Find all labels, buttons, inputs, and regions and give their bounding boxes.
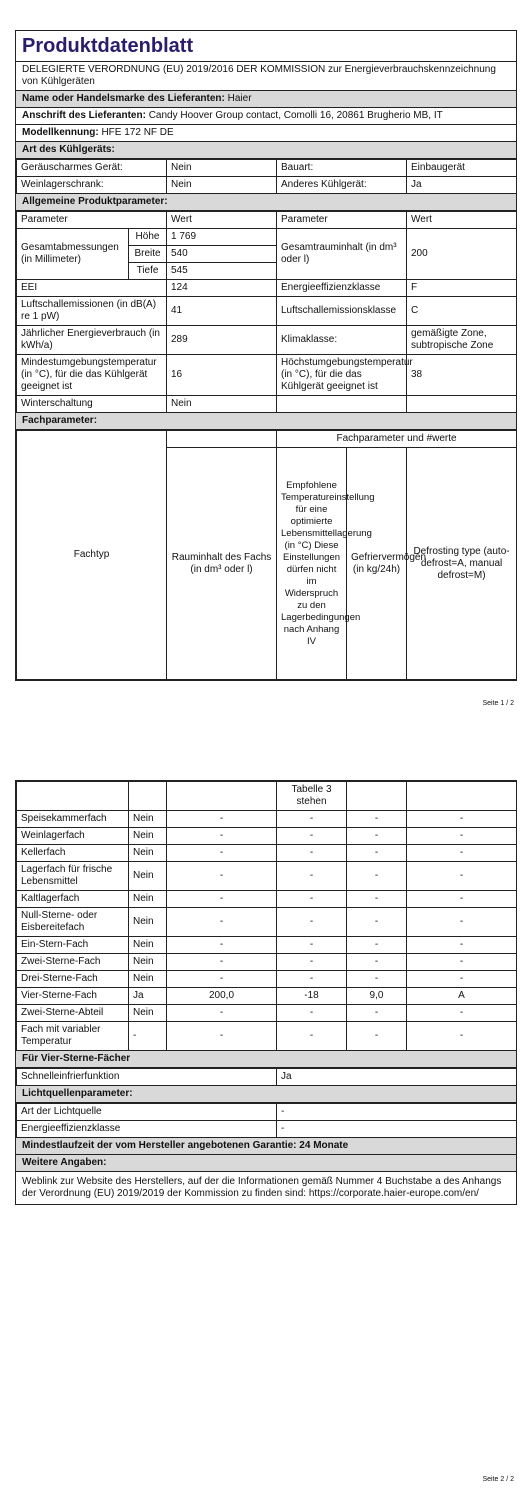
table-row [17, 396, 517, 413]
model-label: Modellkennung: [22, 127, 99, 138]
col-temp-header: Empfohlene Temperatureinstellung für eine optimierte Lebensmittellagerung (in °C) Diese Einstellungen dürfen nicht im Widerspruch zu den Lagerbedingungen nach Anhang IV [277, 448, 347, 680]
param-label: Luftschallemissionen (in dB(A) re 1 pW) [17, 297, 167, 326]
light-table [16, 1103, 517, 1138]
table-row [17, 212, 517, 229]
model-row [16, 125, 516, 142]
compartment-present: Nein [129, 891, 167, 908]
table-row [17, 811, 517, 828]
param-value: 124 [167, 280, 277, 297]
type-label: Anderes Kühlgerät: [277, 177, 407, 194]
compartment-present: - [129, 1022, 167, 1051]
compartment-defrost: - [407, 954, 517, 971]
compartment-defrost: - [407, 811, 517, 828]
page-number: Seite 1 / 2 [482, 700, 514, 707]
quick-freeze-table [16, 1068, 517, 1086]
compartment-present: Nein [129, 1005, 167, 1022]
col-temp-header-cont: Tabelle 3 stehen [277, 782, 347, 811]
supplier-row [16, 91, 516, 108]
table-row [17, 355, 517, 396]
page-number: Seite 2 / 2 [482, 1476, 514, 1483]
table-row [17, 971, 517, 988]
compartment-defrost: - [407, 1022, 517, 1051]
compartment-defrost: - [407, 971, 517, 988]
table-row [17, 908, 517, 937]
table-row [17, 862, 517, 891]
param-value: F [407, 280, 517, 297]
col-freeze-header: Gefriervermögen (in kg/24h) [347, 448, 407, 680]
compartment-freeze: - [347, 1005, 407, 1022]
compartment-temp: - [277, 954, 347, 971]
more-header: Weitere Angaben: [16, 1155, 516, 1172]
param-label: Jährlicher Energieverbrauch (in kWh/a) [17, 326, 167, 355]
compartment-defrost: - [407, 1005, 517, 1022]
light-type-value: - [277, 1104, 517, 1121]
type-value: Einbaugerät [407, 160, 517, 177]
compartment-present: Nein [129, 937, 167, 954]
compartment-present: Nein [129, 971, 167, 988]
light-type-label: Art der Lichtquelle [17, 1104, 277, 1121]
compartment-name: Speisekammerfach [17, 811, 129, 828]
compartment-temp: - [277, 1022, 347, 1051]
compartment-volume: - [167, 954, 277, 971]
dimensions-label: Gesamtabmessungen (in Millimeter) [17, 229, 129, 280]
address-value: Candy Hoover Group contact, Comolli 16, 20861 Brugherio MB, IT [148, 110, 443, 121]
type-value: Nein [167, 160, 277, 177]
table-row [17, 431, 517, 448]
dim-value: 540 [167, 246, 277, 263]
type-value: Nein [167, 177, 277, 194]
dim-name: Tiefe [129, 263, 167, 280]
light-class-value: - [277, 1121, 517, 1138]
address-label: Anschrift des Lieferanten: [22, 110, 146, 121]
compartment-volume: - [167, 908, 277, 937]
type-label: Geräuscharmes Gerät: [17, 160, 167, 177]
type-value: Ja [407, 177, 517, 194]
general-table [16, 211, 517, 413]
table-row [17, 1121, 517, 1138]
table-row [17, 326, 517, 355]
compartment-present: Nein [129, 828, 167, 845]
table-row [17, 937, 517, 954]
compartment-header: Fachparameter: [16, 413, 516, 430]
col-volume-header: Rauminhalt des Fachs (in dm³ oder l) [167, 448, 277, 680]
col-defrost-header: Defrosting type (auto-defrost=A, manual defrost=M) [407, 448, 517, 680]
table-row [17, 1022, 517, 1051]
value-header: Wert [407, 212, 517, 229]
compartment-temp: - [277, 1005, 347, 1022]
model-value: HFE 172 NF DE [101, 127, 174, 138]
compartment-temp: - [277, 908, 347, 937]
compartment-defrost: - [407, 862, 517, 891]
compartment-header-table [16, 430, 517, 680]
dim-name: Breite [129, 246, 167, 263]
param-value: 289 [167, 326, 277, 355]
page-2 [15, 780, 517, 1205]
regulation-text: DELEGIERTE VERORDNUNG (EU) 2019/2016 DER KOMMISSION zur Energieverbrauchskennzeichnung von Kühlgeräten [16, 62, 516, 91]
compartment-freeze: - [347, 954, 407, 971]
table-row [17, 160, 517, 177]
compartment-volume: - [167, 891, 277, 908]
compartment-volume: 200,0 [167, 988, 277, 1005]
page-title: Produktdatenblatt [16, 31, 516, 62]
dim-value: 1 769 [167, 229, 277, 246]
empty-cell [277, 396, 407, 413]
winter-label: Winterschaltung [17, 396, 167, 413]
four-star-header: Für Vier-Sterne-Fächer [16, 1051, 516, 1068]
table-row [17, 782, 517, 811]
empty-cell [347, 782, 407, 811]
compartment-freeze: 9,0 [347, 988, 407, 1005]
compartment-name: Zwei-Sterne-Abteil [17, 1005, 129, 1022]
compartment-freeze: - [347, 811, 407, 828]
param-label: Mindestumgebungstemperatur (in °C), für die das Kühlgerät geeignet ist [17, 355, 167, 396]
light-class-label: Energieeffizienzklasse [17, 1121, 277, 1138]
empty-cell [17, 782, 129, 811]
quick-freeze-label: Schnelleinfrierfunktion [17, 1069, 277, 1086]
compartment-name: Kaltlagerfach [17, 891, 129, 908]
compartment-volume: - [167, 828, 277, 845]
fachtyp-label: Fachtyp [17, 431, 167, 680]
param-value: 38 [407, 355, 517, 396]
winter-value: Nein [167, 396, 277, 413]
empty-cell [407, 782, 517, 811]
compartment-name: Fach mit variabler Temperatur [17, 1022, 129, 1051]
warranty-row [16, 1138, 516, 1155]
param-label: Klimaklasse: [277, 326, 407, 355]
compartment-temp: - [277, 845, 347, 862]
compartment-volume: - [167, 971, 277, 988]
table-row [17, 1005, 517, 1022]
empty-cell [167, 782, 277, 811]
compartment-name: Weinlagerfach [17, 828, 129, 845]
type-table [16, 159, 517, 194]
table-row [17, 177, 517, 194]
compartment-defrost: - [407, 891, 517, 908]
compartment-temp: -18 [277, 988, 347, 1005]
compartment-name: Kellerfach [17, 845, 129, 862]
empty-cell [407, 396, 517, 413]
compartment-freeze: - [347, 908, 407, 937]
compartment-present: Nein [129, 954, 167, 971]
compartment-volume: - [167, 1022, 277, 1051]
table-row [17, 229, 517, 246]
compartment-volume: - [167, 1005, 277, 1022]
compartment-temp: - [277, 862, 347, 891]
compartment-present: Nein [129, 845, 167, 862]
compartment-temp: - [277, 971, 347, 988]
warranty-label: Mindestlaufzeit der vom Hersteller angebotenen Garantie: [22, 1140, 297, 1151]
volume-value: 200 [407, 229, 517, 280]
param-value: 16 [167, 355, 277, 396]
compartment-name: Zwei-Sterne-Fach [17, 954, 129, 971]
dim-value: 545 [167, 263, 277, 280]
param-value: gemäßigte Zone, subtropische Zone [407, 326, 517, 355]
supplier-label: Name oder Handelsmarke des Lieferanten: [22, 93, 225, 104]
param-header: Parameter [277, 212, 407, 229]
param-value: C [407, 297, 517, 326]
page-1 [15, 30, 517, 681]
table-row [17, 954, 517, 971]
param-label: Höchstumgebungstemperatur (in °C), für die das Kühlgerät geeignet ist [277, 355, 407, 396]
compartment-temp: - [277, 937, 347, 954]
compartment-defrost: A [407, 988, 517, 1005]
table-row [17, 1069, 517, 1086]
compartment-temp: - [277, 811, 347, 828]
compartment-present: Ja [129, 988, 167, 1005]
compartment-present: Nein [129, 908, 167, 937]
volume-label: Gesamtrauminhalt (in dm³ oder l) [277, 229, 407, 280]
type-header: Art des Kühlgeräts: [16, 142, 516, 159]
compartment-present: Nein [129, 811, 167, 828]
compartment-name: Null-Sterne- oder Eisbereitefach [17, 908, 129, 937]
compartment-volume: - [167, 937, 277, 954]
compartment-volume: - [167, 845, 277, 862]
param-value: 41 [167, 297, 277, 326]
compartment-freeze: - [347, 937, 407, 954]
compartment-freeze: - [347, 971, 407, 988]
quick-freeze-value: Ja [277, 1069, 517, 1086]
empty-cell [167, 431, 277, 448]
compartment-name: Drei-Sterne-Fach [17, 971, 129, 988]
compartment-freeze: - [347, 1022, 407, 1051]
table-row [17, 280, 517, 297]
general-header: Allgemeine Produktparameter: [16, 194, 516, 211]
empty-cell [129, 782, 167, 811]
compartment-table [16, 781, 517, 1051]
table-row [17, 828, 517, 845]
compartment-freeze: - [347, 891, 407, 908]
compartment-rows [17, 811, 517, 1051]
compartment-freeze: - [347, 845, 407, 862]
supplier-value: Haier [227, 93, 252, 104]
table-row [17, 297, 517, 326]
address-row [16, 108, 516, 125]
type-label: Weinlagerschrank: [17, 177, 167, 194]
param-label: Luftschallemissionsklasse [277, 297, 407, 326]
compartment-name: Ein-Stern-Fach [17, 937, 129, 954]
light-header: Lichtquellenparameter: [16, 1086, 516, 1103]
compartment-temp: - [277, 891, 347, 908]
value-header: Wert [167, 212, 277, 229]
table-row [17, 891, 517, 908]
table-row [17, 845, 517, 862]
compartment-defrost: - [407, 828, 517, 845]
param-label: EEI [17, 280, 167, 297]
compartment-defrost: - [407, 937, 517, 954]
param-header: Parameter [17, 212, 167, 229]
compartment-volume: - [167, 811, 277, 828]
compartment-temp: - [277, 828, 347, 845]
fach-sub-header: Fachparameter und #werte [277, 431, 517, 448]
compartment-freeze: - [347, 862, 407, 891]
dim-name: Höhe [129, 229, 167, 246]
compartment-present: Nein [129, 862, 167, 891]
compartment-freeze: - [347, 828, 407, 845]
compartment-defrost: - [407, 845, 517, 862]
table-row [17, 1104, 517, 1121]
compartment-volume: - [167, 862, 277, 891]
more-text: Weblink zur Website des Herstellers, auf der die Informationen gemäß Nummer 4 Buchstabe a des Anhangs der Verordnung (EU) 2019/2019 der Kommission zu finden sind: https://corporate.haier-europe.com/en/ [22, 1176, 502, 1199]
compartment-defrost: - [407, 908, 517, 937]
compartment-name: Lagerfach für frische Lebensmittel [17, 862, 129, 891]
warranty-value: 24 Monate [299, 1140, 349, 1151]
compartment-name: Vier-Sterne-Fach [17, 988, 129, 1005]
table-row [17, 988, 517, 1005]
param-label: Energieeffizienzklasse [277, 280, 407, 297]
type-label: Bauart: [277, 160, 407, 177]
